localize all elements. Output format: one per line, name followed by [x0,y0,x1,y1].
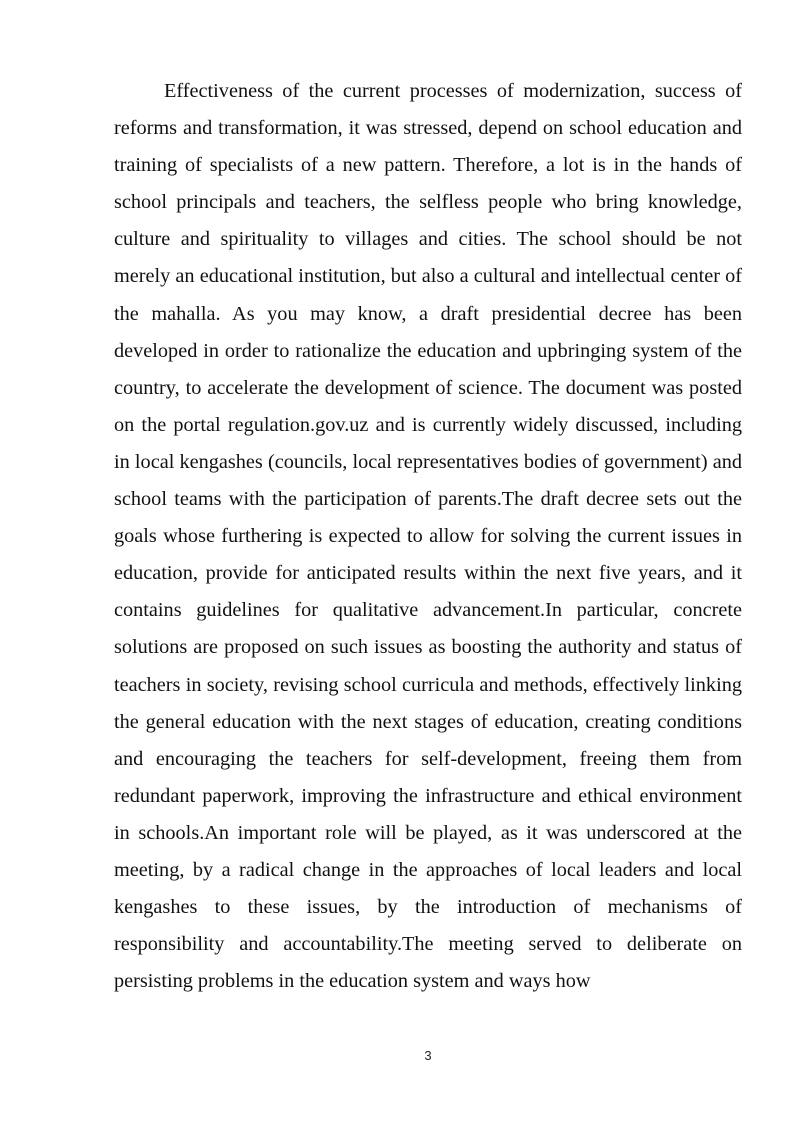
page-number: 3 [424,1048,432,1063]
body-paragraph: Effectiveness of the current processes of modernization, success of reforms and transformation, it was stressed, depend on school education and training of specialists of a new pattern. Therefore, a lot is in the hands of school principals and teachers, the selfless people who bring knowledge, culture and spirituality to villages and cities. The school should be not merely an educational institution, but also a cultural and intellectual center of the mahalla. As you may know, a draft presidential decree has been developed in order to rationalize the education and upbringing system of the country, to accelerate the development of science. The document was posted on the portal regulation.gov.uz and is currently widely discussed, including in local kengashes (councils, local representatives bodies of government) and school teams with the participation of parents.The draft decree sets out the goals whose furthering is expected to allow for solving the current issues in education, provide for anticipated results within the next five years, and it contains guidelines for qualitative advancement.In particular, concrete solutions are proposed on such issues as boosting the authority and status of teachers in society, revising school curricula and methods, effectively linking the general education with the next stages of education, creating conditions and encouraging the teachers for self-development, freeing them from redundant paperwork, improving the infrastructure and ethical environment in schools.An important role will be played, as it was underscored at the meeting, by a radical change in the approaches of local leaders and local kengashes to these issues, by the introduction of mechanisms of responsibility and accountability.The meeting served to deliberate on persisting problems in the education system and ways how [114,80,742,993]
